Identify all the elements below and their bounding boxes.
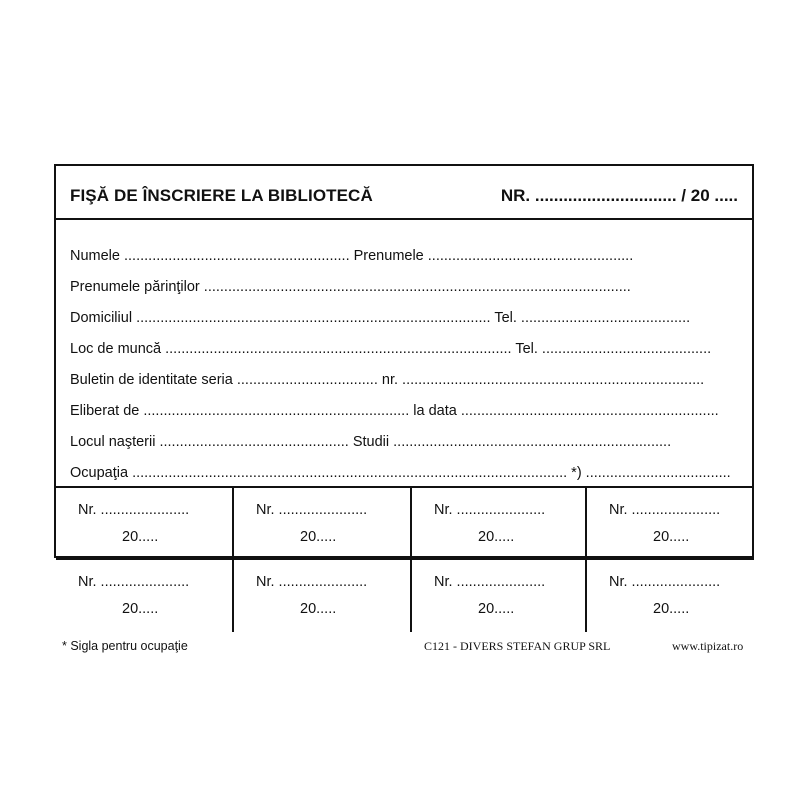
- cell-number: Nr. ......................: [609, 502, 721, 518]
- product-code: C121 - DIVERS STEFAN GRUP SRL: [424, 639, 611, 653]
- cell-number: Nr. ......................: [256, 502, 368, 518]
- grid-cell: [587, 560, 754, 632]
- field-name: Numele ........................................................ Prenumele ...................................................: [70, 248, 634, 264]
- cell-year: 20.....: [122, 601, 159, 617]
- cell-number: Nr. ......................: [434, 502, 546, 518]
- form-fields: [56, 220, 752, 488]
- grid-cell: [587, 488, 754, 560]
- grid-cell: [412, 560, 587, 632]
- cell-year: 20.....: [653, 529, 690, 545]
- cell-year: 20.....: [478, 529, 515, 545]
- field-address: Domiciliul ........................................................................................ Tel. ..........................................: [70, 310, 691, 326]
- cell-number: Nr. ......................: [78, 502, 190, 518]
- field-occupation: Ocupaţia ............................................................................................................ *) ....................................: [70, 465, 731, 481]
- cell-number: Nr. ......................: [78, 574, 190, 590]
- cell-year: 20.....: [300, 601, 337, 617]
- field-issued: Eliberat de .................................................................. la data ................................................................: [70, 403, 719, 419]
- cell-year: 20.....: [300, 529, 337, 545]
- cell-year: 20.....: [122, 529, 159, 545]
- cell-number: Nr. ......................: [609, 574, 721, 590]
- grid-cell: [56, 488, 234, 560]
- form-title: FIŞĂ DE ÎNSCRIERE LA BIBLIOTECĂ: [70, 186, 373, 205]
- card-header: [56, 166, 752, 220]
- field-workplace: Loc de muncă ...................................................................................... Tel. ..........................................: [70, 341, 712, 357]
- grid-cell: [56, 560, 234, 632]
- field-parents-names: Prenumele părinţilor ..........................................................................................................: [70, 279, 631, 295]
- cell-number: Nr. ......................: [256, 574, 368, 590]
- website-text: www.tipizat.ro: [672, 639, 744, 653]
- field-birthplace: Locul naşterii ............................................... Studii .....................................................................: [70, 434, 672, 450]
- library-registration-card: [54, 164, 754, 617]
- field-id-card: Buletin de identitate seria ................................... nr. ...........................................................................: [70, 372, 705, 388]
- cell-number: Nr. ......................: [434, 574, 546, 590]
- form-number: NR. .............................. / 20 .....: [500, 186, 738, 205]
- grid-cell: [412, 488, 587, 560]
- cell-year: 20.....: [653, 601, 690, 617]
- footnote-occupation: * Sigla pentru ocupaţie: [62, 639, 188, 653]
- grid-cell: [234, 560, 412, 632]
- grid-cell: [234, 488, 412, 560]
- number-grid: [56, 486, 752, 617]
- cell-year: 20.....: [478, 601, 515, 617]
